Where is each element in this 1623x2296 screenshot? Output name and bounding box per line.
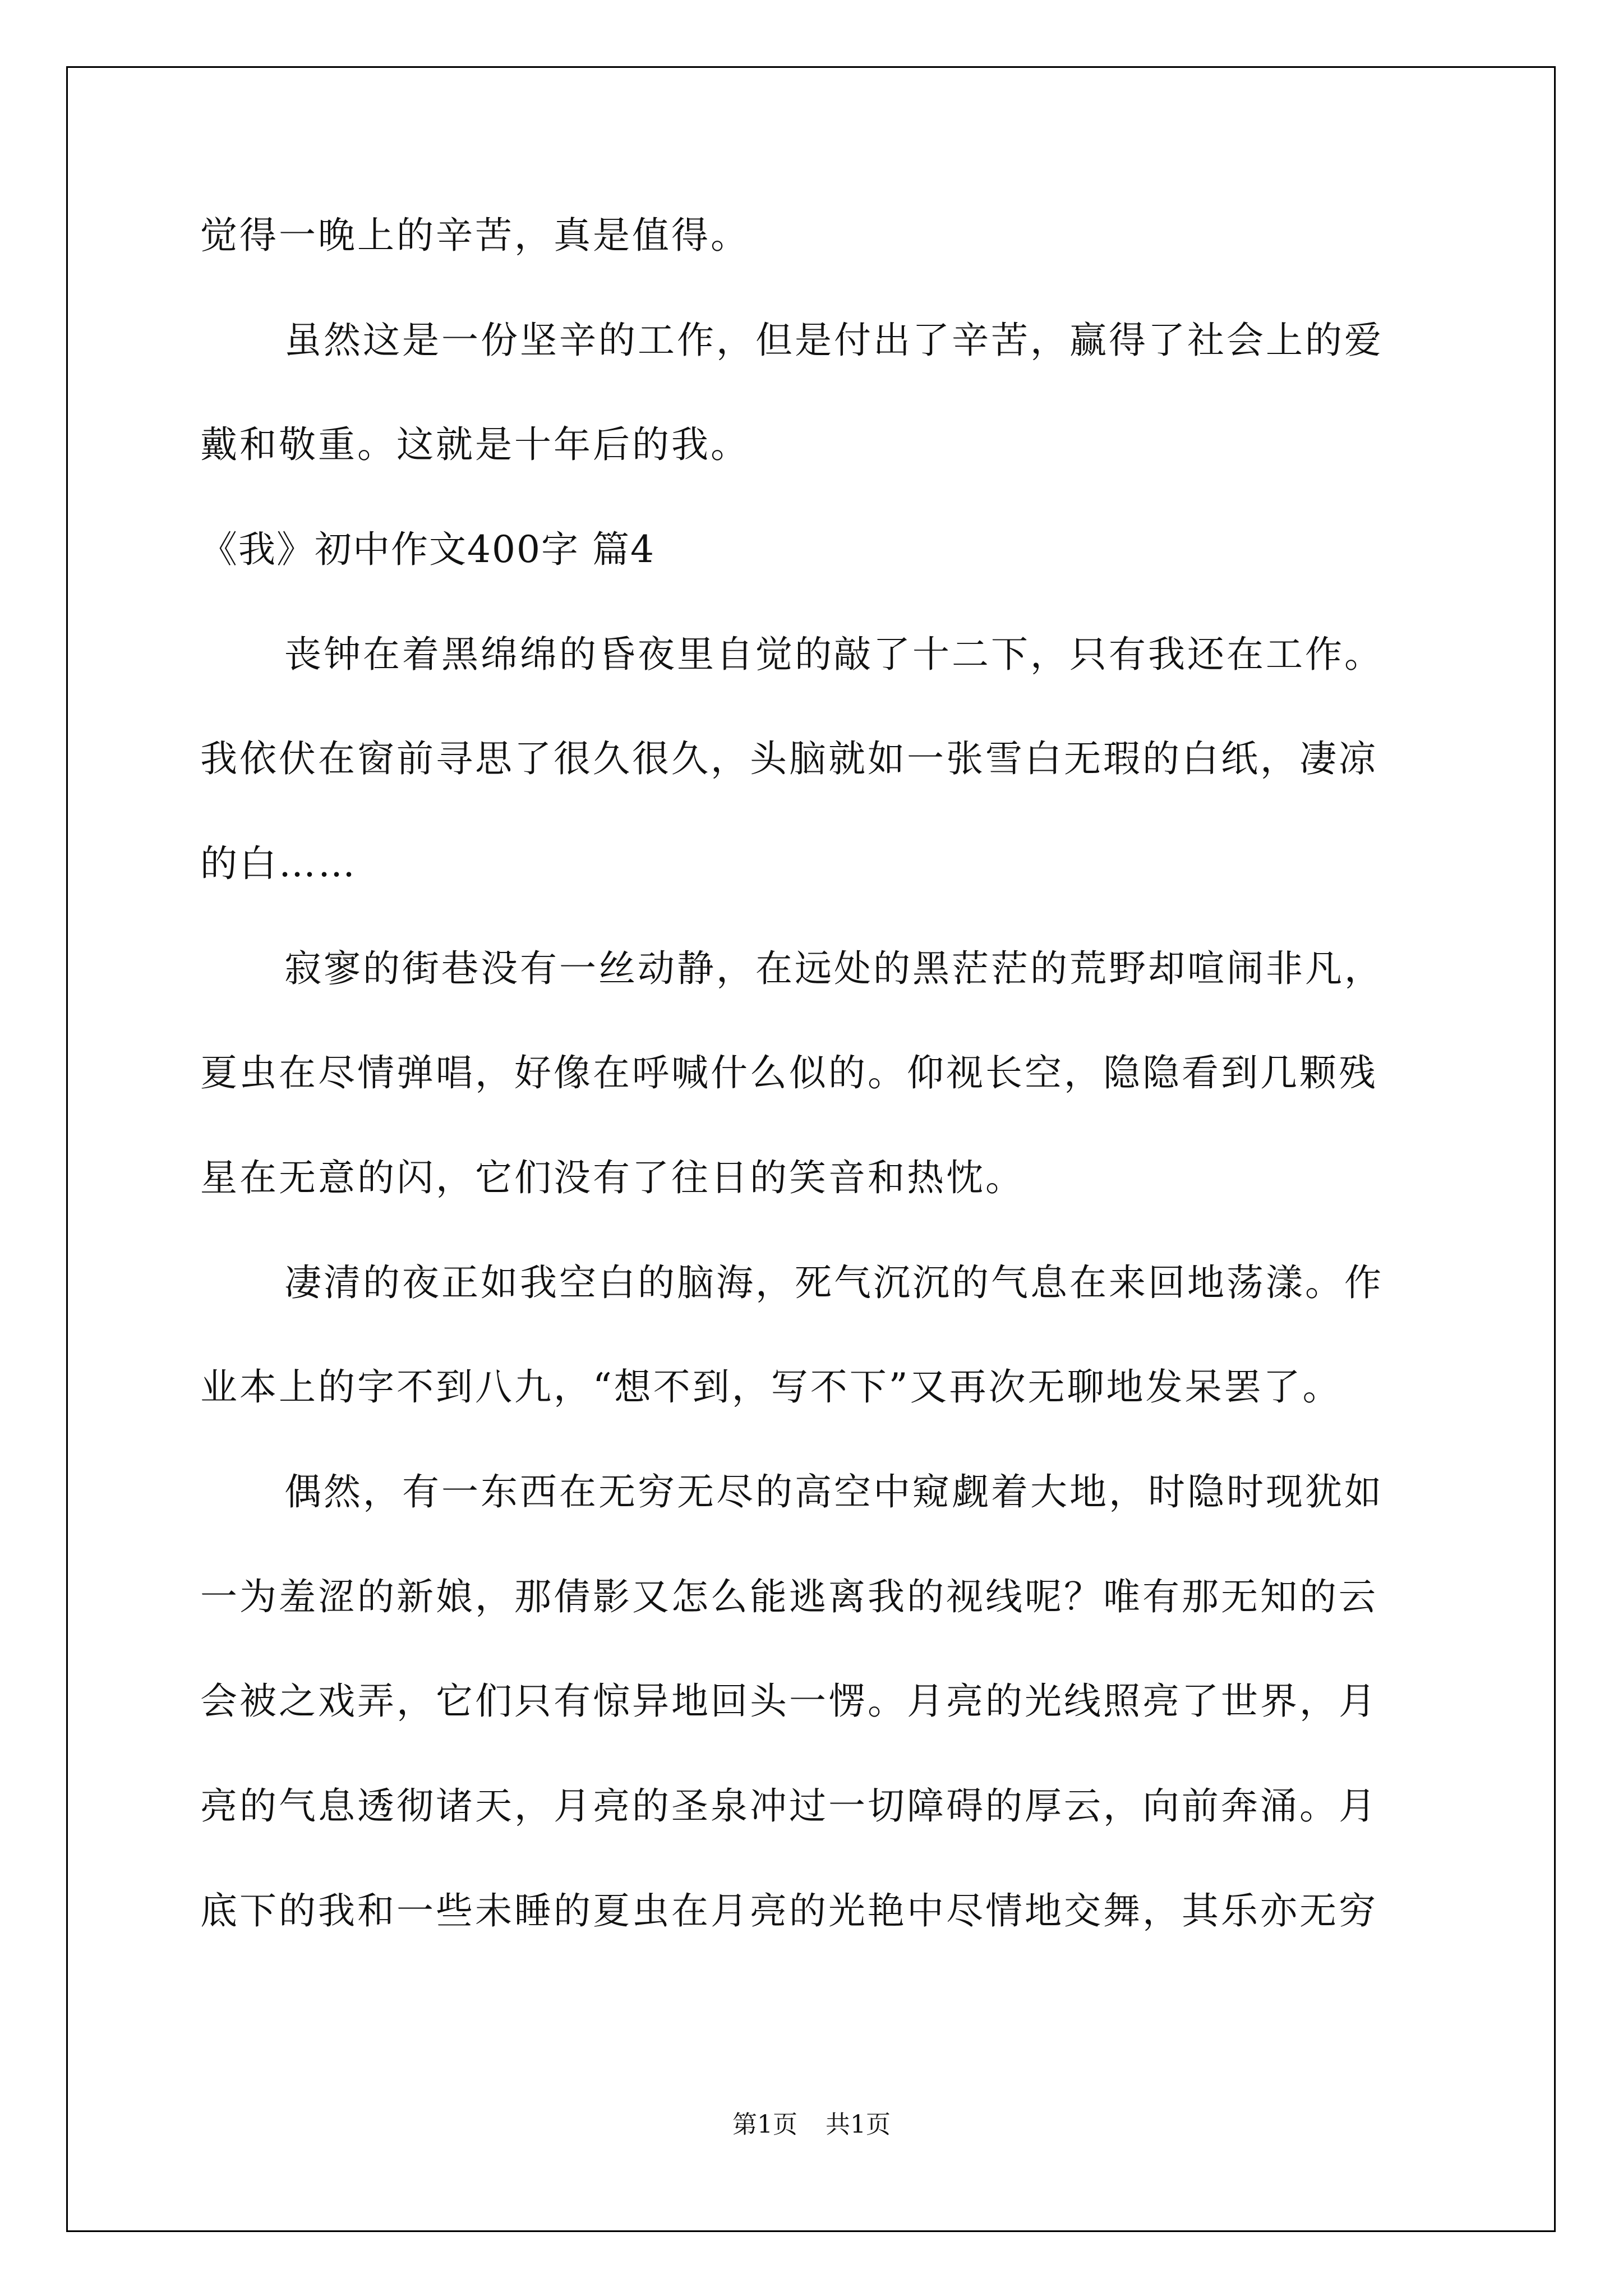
text-line: 一为羞涩的新娘，那倩影又怎么能逃离我的视线呢？唯有那无知的云: [200, 1575, 1378, 1618]
page-number: 第1页: [732, 2110, 797, 2139]
text-line: 我依伏在窗前寻思了很久很久，头脑就如一张雪白无瑕的白纸，凄凉: [200, 737, 1378, 780]
text-line: 丧钟在着黑绵绵的昏夜里自觉的敲了十二下，只有我还在工作。: [284, 633, 1384, 676]
text-line: 戴和敬重。这就是十年后的我。: [200, 423, 750, 466]
page-total: 共1页: [826, 2110, 891, 2139]
text-line: 夏虫在尽情弹唱，好像在呼喊什么似的。仰视长空，隐隐看到几颗残: [200, 1051, 1378, 1094]
section-heading: 《我》初中作文400字 篇4: [200, 528, 655, 571]
page-footer: [0, 2109, 1623, 2141]
text-line: 偶然，有一东西在无穷无尽的高空中窥觑着大地，时隐时现犹如: [284, 1470, 1384, 1513]
text-line: 觉得一晚上的辛苦，真是值得。: [200, 214, 750, 257]
text-line: 底下的我和一些未睡的夏虫在月亮的光艳中尽情地交舞，其乐亦无穷: [200, 1889, 1378, 1932]
text-line: 寂寥的街巷没有一丝动静，在远处的黑茫茫的荒野却喧闹非凡，: [284, 947, 1384, 990]
text-line: 业本上的字不到八九，“想不到，写不下”又再次无聊地发呆罢了。: [200, 1365, 1342, 1409]
text-line: 亮的气息透彻诸天，月亮的圣泉冲过一切障碍的厚云，向前奔涌。月: [200, 1784, 1378, 1828]
text-line: 的白……: [200, 842, 357, 885]
text-line: 星在无意的闪，它们没有了往日的笑音和热忱。: [200, 1156, 1025, 1199]
text-line: 凄清的夜正如我空白的脑海，死气沉沉的气息在来回地荡漾。作: [284, 1261, 1384, 1304]
text-line: 虽然这是一份坚辛的工作，但是付出了辛苦，赢得了社会上的爱: [284, 319, 1384, 362]
text-line: 会被之戏弄，它们只有惊异地回头一愣。月亮的光线照亮了世界，月: [200, 1680, 1378, 1723]
